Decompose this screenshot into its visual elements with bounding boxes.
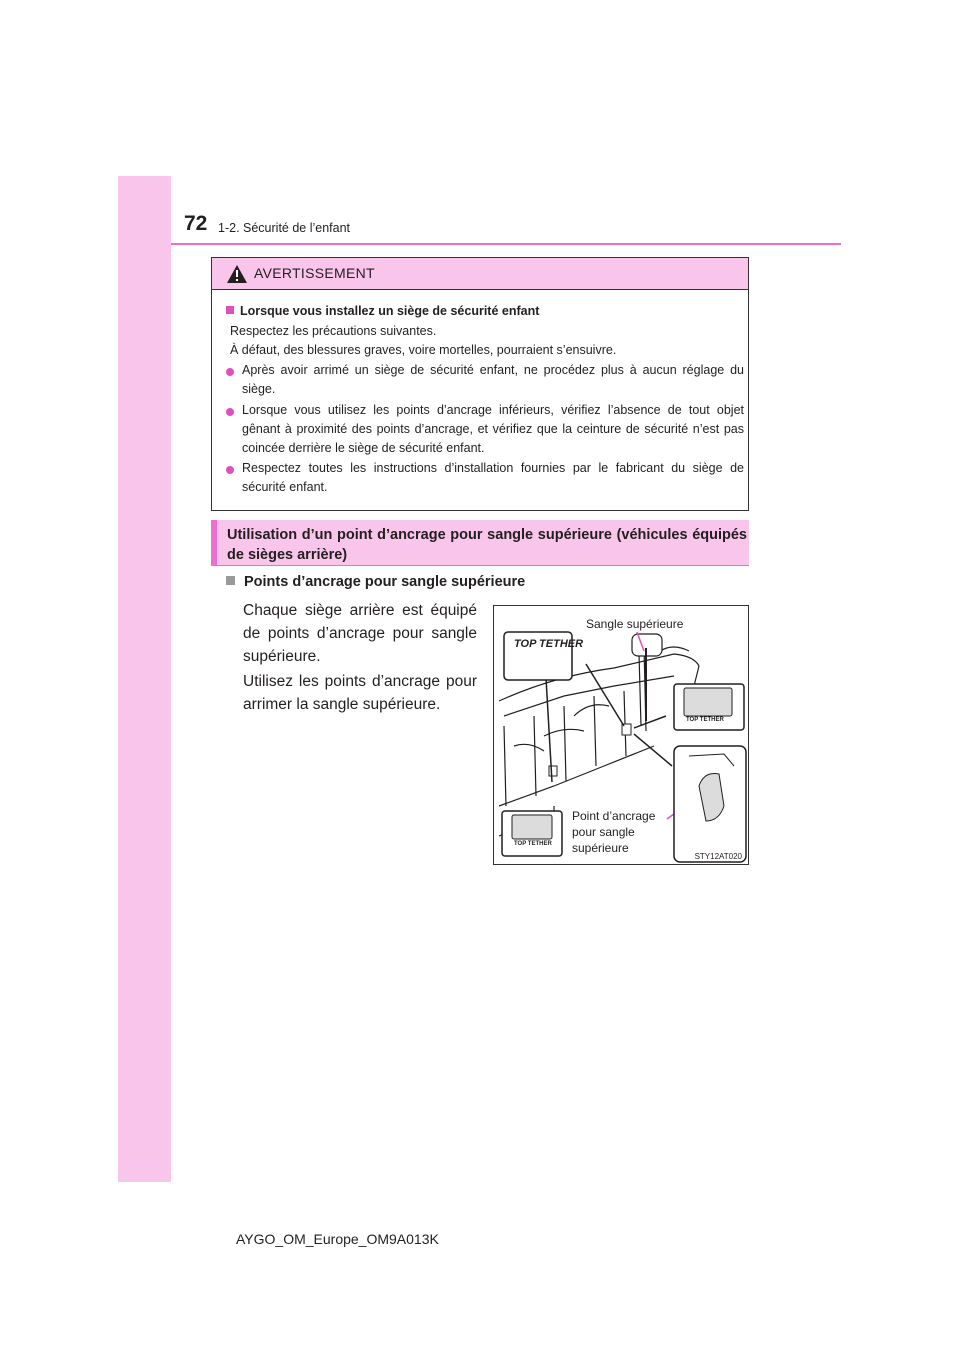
top-tether-tag-large: TOP TETHER <box>514 638 584 650</box>
section-heading: Utilisation d’un point d’ancrage pour sangle supérieure (véhicules équipés de sièges arrière) <box>227 527 747 563</box>
page-side-tab <box>118 176 171 1182</box>
paragraph-2: Utilisez les points d’ancrage pour arrimer la sangle supérieure. <box>243 673 477 713</box>
bullet-dot-icon <box>226 368 234 376</box>
square-bullet-icon <box>226 306 234 314</box>
subheading: Points d’ancrage pour sangle supérieure <box>244 574 526 590</box>
section-title: 1-2. Sécurité de l’enfant <box>218 221 351 235</box>
top-tether-tag-bottom: TOP TETHER <box>514 841 552 847</box>
top-tether-tag-right: TOP TETHER <box>686 717 724 723</box>
warning-header <box>212 258 748 290</box>
figure-code: STY12AT020 <box>694 852 742 861</box>
warning-bullet-1: Après avoir arrimé un siège de sécurité enfant, ne procédez plus à aucun réglage du siège. <box>242 363 744 396</box>
warning-heading-row <box>226 302 746 321</box>
figure-illustration <box>493 605 749 865</box>
warning-intro-line-2: À défaut, des blessures graves, voire mortelles, pourraient s’ensuivre. <box>230 343 617 357</box>
paragraph-1: Chaque siège arrière est équipé de points d’ancrage pour sangle supérieure. <box>243 602 477 665</box>
section-heading-box <box>211 520 749 566</box>
subheading-row <box>226 574 525 590</box>
label-top-strap: Sangle supérieure <box>586 617 684 631</box>
footer-doc-id: AYGO_OM_Europe_OM9A013K <box>236 1231 439 1247</box>
warning-intro-line-1: Respectez les précautions suivantes. <box>230 324 437 338</box>
warning-bullet-2: Lorsque vous utilisez les points d’ancrage inférieurs, vérifiez l’absence de tout objet gênant à proximité des points d’ancrage, et vérifiez que la ceinture de sécurité n’est pas coincée derrière le siège de sécurité enfant. <box>242 403 744 455</box>
page-number: 72 <box>184 212 208 235</box>
header-rule <box>171 243 841 245</box>
warning-triangle-icon <box>226 264 248 284</box>
square-bullet-icon <box>226 576 235 585</box>
warning-box <box>211 257 749 511</box>
warning-bullet-3: Respectez toutes les instructions d’installation fournies par le fabricant du siège de sécurité enfant. <box>242 461 744 494</box>
bullet-dot-icon <box>226 408 234 416</box>
label-anchor-point: Point d’ancrage pour sangle supérieure <box>572 809 656 855</box>
warning-heading: Lorsque vous installez un siège de sécurité enfant <box>240 304 540 318</box>
warning-title: AVERTISSEMENT <box>254 265 375 281</box>
warning-intro <box>230 322 750 360</box>
bullet-dot-icon <box>226 466 234 474</box>
